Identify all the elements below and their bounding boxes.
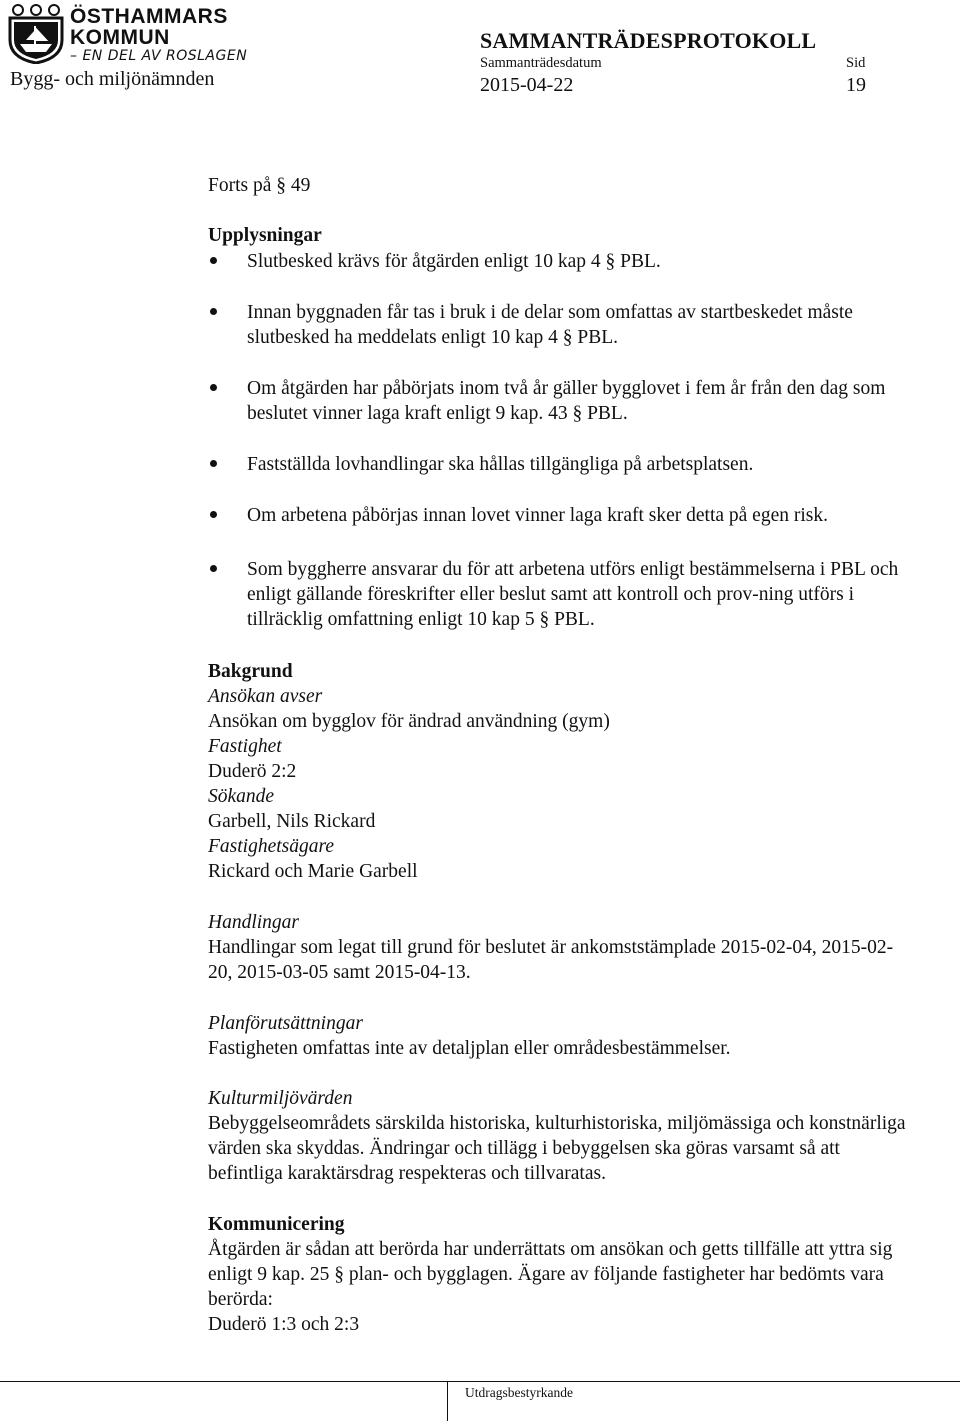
field-value-fastighetsagare: Rickard och Marie Garbell (208, 861, 418, 882)
protocol-title: SAMMANTRÄDESPROTOKOLL (480, 28, 817, 53)
list-item: Innan byggnaden får tas i bruk i de delar som omfattas av startbeskedet måste slutbesked ha meddelats enligt 10 kap 4 § PBL. (247, 302, 853, 348)
bullet-icon (210, 308, 217, 315)
footer-label: Utdragsbestyrkande (465, 1385, 573, 1400)
field-label-ansokan: Ansökan avser (208, 686, 323, 707)
field-value-sokande: Garbell, Nils Rickard (208, 811, 376, 832)
field-label-planforutsattningar: Planförutsättningar (208, 1013, 363, 1034)
paragraph-handlingar: Handlingar som legat till grund för beslutet är ankomststämplade 2015-02-04, 2015-02-20, 2015-03-05 samt 2015-04-13. (208, 937, 894, 983)
list-item: Fastställda lovhandlingar ska hållas tillgängliga på arbetsplatsen. (247, 454, 754, 475)
list-item: Om åtgärden har påbörjats inom två år gäller bygglovet i fem år från den dag som beslutet vinner laga kraft enligt 9 kap. 43 § PBL. (247, 378, 886, 424)
bullet-icon (210, 565, 217, 572)
paragraph-kommunicering: Åtgärden är sådan att berörda har underrättats om ansökan och getts tillfälle att yttra sig enligt 9 kap. 25 § plan- och bygglagen. Ägare av följande fastigheter har bedömts vara berörda: (208, 1239, 893, 1310)
section-heading-kommunicering: Kommunicering (208, 1214, 345, 1235)
logo-wordmark (70, 6, 228, 48)
logo-tagline: – EN DEL AV ROSLAGEN (70, 48, 248, 64)
field-label-fastighet: Fastighet (208, 736, 282, 757)
footer-box-divider (447, 1381, 448, 1421)
list-item: Slutbesked krävs för åtgärden enligt 10 kap 4 § PBL. (247, 251, 661, 272)
bullet-icon (210, 460, 217, 467)
footer-divider (0, 1381, 960, 1382)
paragraph-kulturmiljovarden: Bebyggelseområdets särskilda historiska, kulturhistoriska, miljömässiga och konstnärliga värden ska skyddas. Ändringar och tillägg i bebyggelsen ska göras varsamt så att befintliga karaktärsdrag respekteras och tillvaratas. (208, 1113, 906, 1184)
continuation-note: Forts på § 49 (208, 175, 311, 196)
affected-properties: Duderö 1:3 och 2:3 (208, 1314, 360, 1335)
field-label-fastighetsagare: Fastighetsägare (208, 836, 335, 857)
page-label: Sid (846, 55, 866, 71)
date-label: Sammanträdesdatum (480, 55, 602, 71)
municipality-logo (8, 4, 248, 66)
field-label-kulturmiljovarden: Kulturmiljövärden (208, 1088, 353, 1109)
paragraph-planforutsattningar: Fastigheten omfattas inte av detaljplan eller områdesbestämmelser. (208, 1038, 731, 1059)
coat-of-arms-icon (8, 4, 64, 64)
logo-name-line2: KOMMUN (70, 26, 170, 49)
list-item: Om arbetena påbörjas innan lovet vinner laga kraft sker detta på egen risk. (247, 505, 828, 526)
bullet-icon (210, 511, 217, 518)
page-number: 19 (846, 74, 866, 96)
field-value-ansokan: Ansökan om bygglov för ändrad användning (gym) (208, 711, 610, 732)
list-item: Som byggherre ansvarar du för att arbetena utförs enligt bestämmelserna i PBL och enligt gällande föreskrifter eller beslut samt att kontroll och prov-ning utförs i tillräcklig omfattning enligt 10 kap 5 § PBL. (247, 559, 899, 630)
date-value: 2015-04-22 (480, 74, 574, 96)
bullet-icon (210, 384, 217, 391)
section-heading-bakgrund: Bakgrund (208, 661, 293, 682)
department-name: Bygg- och miljönämnden (10, 68, 215, 90)
field-label-handlingar: Handlingar (208, 912, 300, 933)
bullet-icon (210, 257, 217, 264)
field-label-sokande: Sökande (208, 786, 275, 807)
logo-name-line1: ÖSTHAMMARS (70, 5, 228, 28)
section-heading-upplysningar: Upplysningar (208, 225, 322, 246)
field-value-fastighet: Duderö 2:2 (208, 761, 297, 782)
